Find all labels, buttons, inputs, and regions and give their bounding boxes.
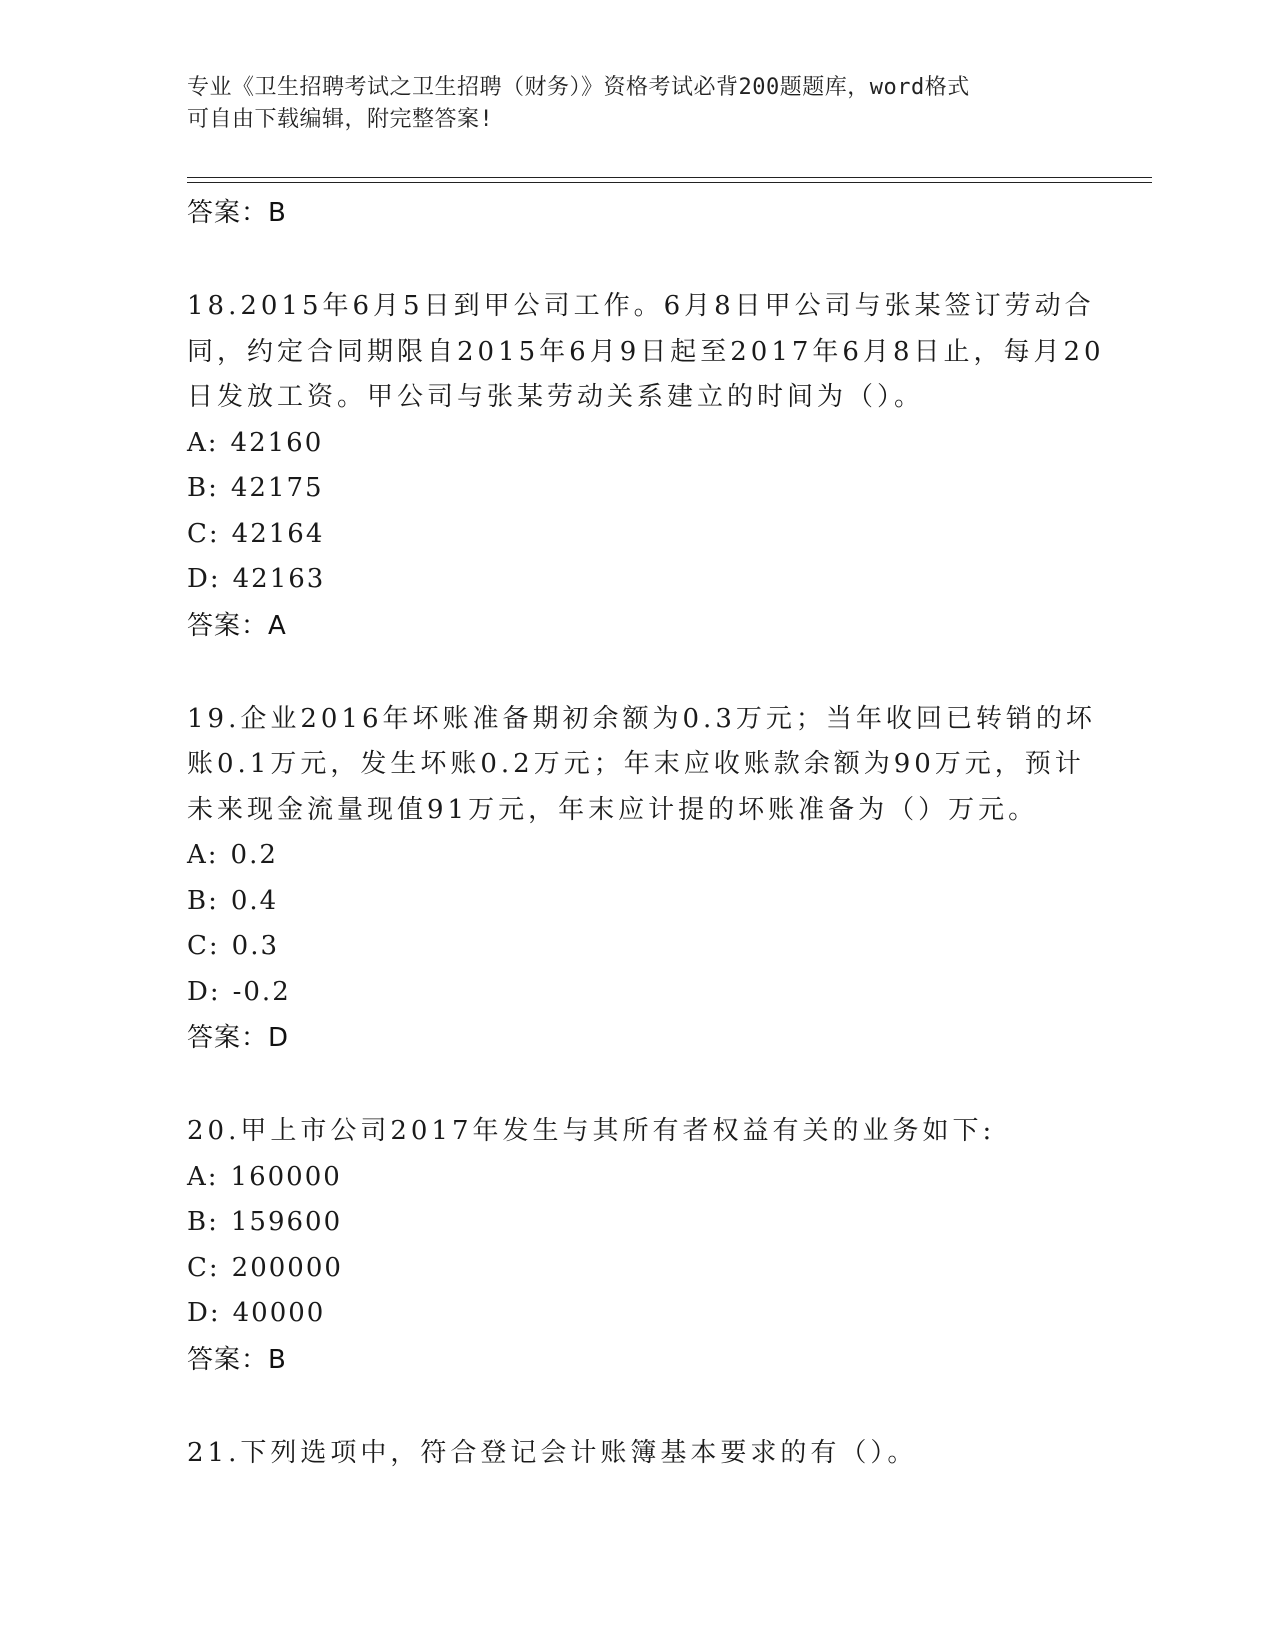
question-list (187, 190, 1107, 1476)
option-value: 42164 (231, 518, 325, 549)
option-letter: D: (187, 976, 221, 1007)
option-letter: A: (187, 1161, 219, 1192)
option-letter: A: (187, 427, 219, 458)
option-letter: B: (187, 1207, 219, 1237)
option-value: 160000 (230, 1161, 342, 1192)
option-value: 200000 (231, 1252, 343, 1283)
option-c (187, 1246, 1107, 1292)
option-b (187, 1200, 1107, 1246)
document-header (187, 72, 1087, 136)
previous-answer: 答案：B (187, 198, 287, 228)
option-value: 159600 (230, 1207, 343, 1237)
option-c (187, 512, 1107, 558)
option-letter: C: (187, 931, 220, 961)
option-c (187, 924, 1107, 970)
option-value: -0.2 (232, 976, 291, 1007)
option-b (187, 466, 1107, 512)
option-value: 42163 (232, 564, 326, 594)
option-letter: C: (187, 518, 220, 549)
option-d (187, 1291, 1107, 1337)
option-a (187, 833, 1107, 879)
option-letter: B: (187, 885, 219, 916)
question-21 (187, 1431, 1107, 1477)
option-letter: D: (187, 564, 221, 594)
option-value: 0.2 (230, 840, 278, 870)
option-letter: C: (187, 1252, 220, 1283)
option-value: 42175 (230, 473, 324, 503)
answer-line: 答案：A (187, 610, 287, 641)
question-19 (187, 697, 1107, 1062)
option-letter: A: (187, 840, 219, 870)
option-d (187, 970, 1107, 1016)
question-text: 18.2015年6月5日到甲公司工作。6月8日甲公司与张某签订劳动合同，约定合同期限自2015年6月9日起至2017年6月8日止，每月20日发放工资。甲公司与张某劳动关系建立的时间为（）。 (187, 291, 1105, 412)
option-value: 40000 (232, 1298, 326, 1328)
header-line-1: 专业《卫生招聘考试之卫生招聘（财务）》资格考试必背200题题库，word格式 (187, 75, 970, 100)
answer-line: 答案：D (187, 1023, 290, 1053)
header-line-2: 可自由下载编辑，附完整答案! (187, 107, 494, 132)
option-d (187, 557, 1107, 603)
header-rule-top (187, 177, 1152, 178)
question-18 (187, 284, 1107, 649)
option-a (187, 1155, 1107, 1201)
option-a (187, 421, 1107, 467)
option-value: 42160 (230, 427, 324, 458)
header-rule-bottom (187, 182, 1152, 183)
option-b (187, 879, 1107, 925)
question-text: 19.企业2016年坏账准备期初余额为0.3万元；当年收回已转销的坏账0.1万元，发生坏账0.2万元；年末应收账款余额为90万元，预计未来现金流量现值91万元，年末应计提的坏账准备为（）万元。 (187, 703, 1096, 825)
question-text: 20.甲上市公司2017年发生与其所有者权益有关的业务如下: (187, 1116, 996, 1146)
question-text: 21.下列选项中，符合登记会计账簿基本要求的有（）。 (187, 1437, 918, 1468)
option-value: 0.3 (231, 931, 280, 961)
option-value: 0.4 (230, 885, 279, 916)
question-20 (187, 1109, 1107, 1383)
option-letter: D: (187, 1298, 221, 1328)
option-letter: B: (187, 473, 219, 503)
answer-line: 答案：B (187, 1344, 287, 1375)
